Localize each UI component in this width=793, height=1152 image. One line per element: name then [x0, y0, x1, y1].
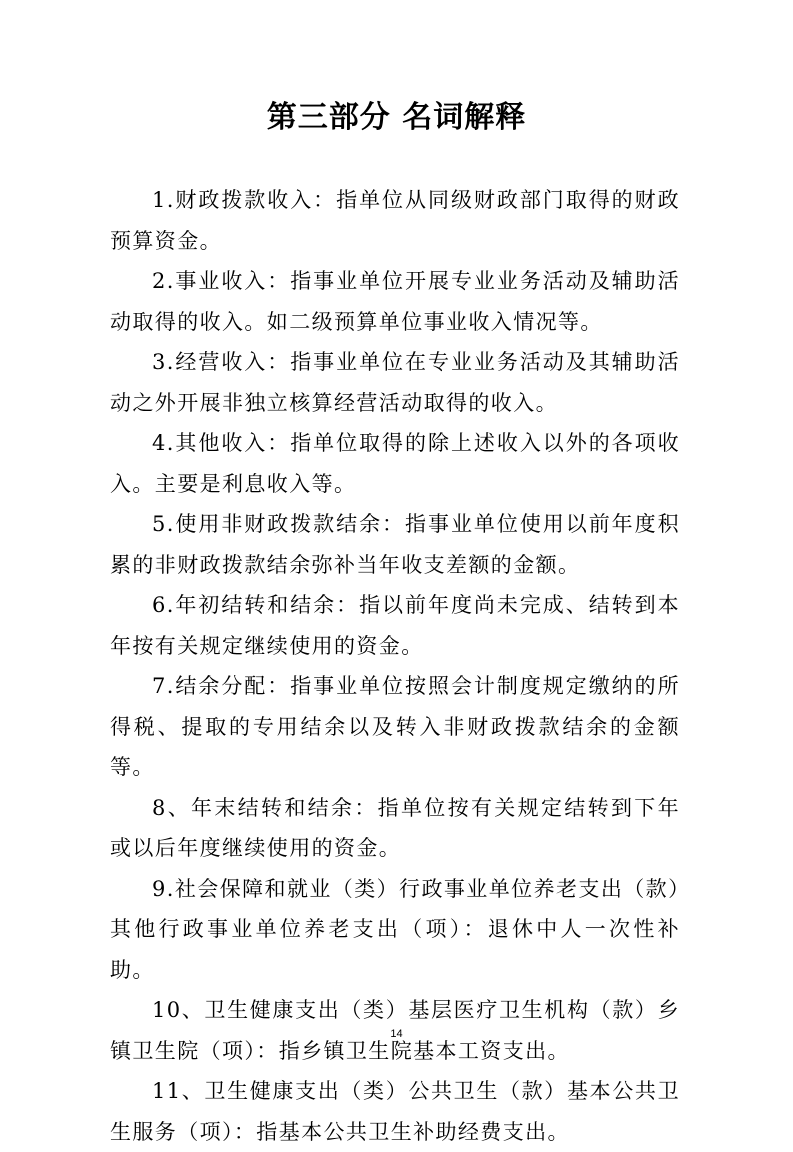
glossary-item-10: 10、卫生健康支出（类）基层医疗卫生机构（款）乡镇卫生院（项）：指乡镇卫生院基本工资支出。: [110, 998, 680, 1063]
glossary-item-9: 9.社会保障和就业（类）行政事业单位养老支出（款）其他行政事业单位养老支出（项）：退休中人一次性补助。: [110, 876, 680, 982]
page-number: 14: [390, 1028, 403, 1040]
glossary-item-2: 2.事业收入：指事业单位开展专业业务活动及辅助活动取得的收入。如二级预算单位事业收入情况等。: [110, 269, 680, 334]
glossary-item-6: 6.年初结转和结余：指以前年度尚未完成、结转到本年按有关规定继续使用的资金。: [110, 593, 680, 658]
glossary-item-3: 3.经营收入：指事业单位在专业业务活动及其辅助活动之外开展非独立核算经营活动取得的收入。: [110, 350, 680, 415]
glossary-body: [110, 180, 680, 1152]
glossary-item-8: 8、年末结转和结余：指单位按有关规定结转到下年或以后年度继续使用的资金。: [110, 795, 680, 860]
page-title: 第三部分 名词解释: [266, 100, 527, 135]
glossary-item-4: 4.其他收入：指单位取得的除上述收入以外的各项收入。主要是利息收入等。: [110, 431, 680, 496]
glossary-item-11: 11、卫生健康支出（类）公共卫生（款）基本公共卫生服务（项）：指基本公共卫生补助经费支出。: [110, 1079, 680, 1144]
glossary-item-7: 7.结余分配：指事业单位按照会计制度规定缴纳的所得税、提取的专用结余以及转入非财政拨款结余的金额等。: [110, 674, 680, 779]
glossary-item-1: 1.财政拨款收入：指单位从同级财政部门取得的财政预算资金。: [110, 188, 680, 253]
glossary-item-5: 5.使用非财政拨款结余：指事业单位使用以前年度积累的非财政拨款结余弥补当年收支差额的金额。: [110, 512, 680, 577]
